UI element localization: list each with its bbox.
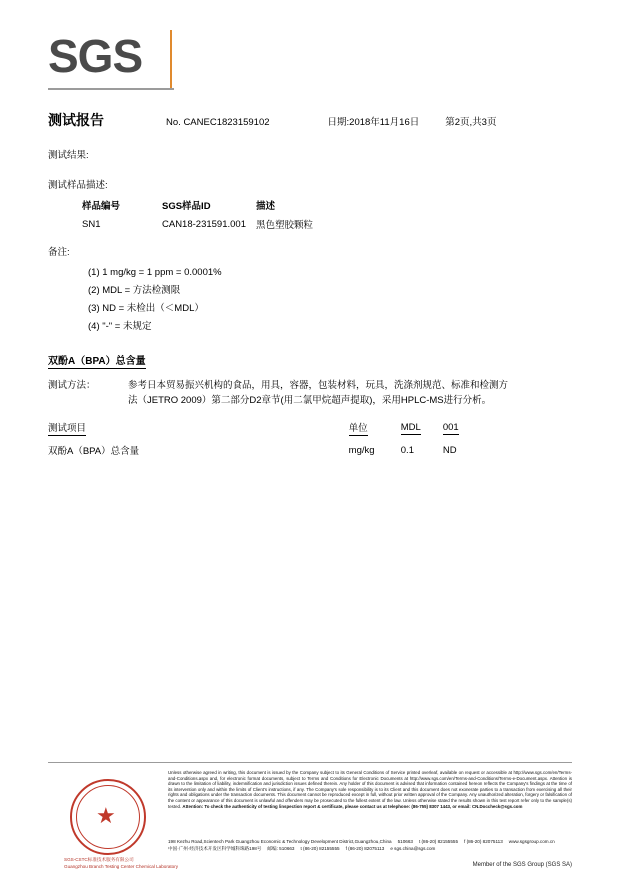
- remark-item: (1) 1 mg/kg = 1 ppm = 0.0001%: [88, 267, 222, 278]
- footer-fax-en: f (86-20) 82075113: [464, 839, 503, 844]
- remarks-label: 备注:: [48, 247, 70, 258]
- page-indicator: 第2页,共3页: [445, 117, 497, 128]
- page-title: 测试报告: [48, 112, 104, 128]
- footer-address-cn: 中国·广州·经济技术开发区科学城科珠路198号: [168, 846, 262, 851]
- footer-divider: [48, 762, 572, 763]
- footer-web-en: www.sgsgroup.com.cn: [508, 839, 555, 844]
- table-header-row: [48, 418, 503, 439]
- col-sample-001: 001: [442, 421, 459, 433]
- section-title-bpa: 双酚A（BPA）总含量: [48, 352, 146, 369]
- report-date: [328, 114, 420, 128]
- footer-tel-en: t (86-20) 82155555: [418, 839, 459, 844]
- col-test-item: 测试项目: [48, 418, 349, 439]
- company-stamp: [62, 775, 179, 869]
- footer-email-cn: e sgs.china@sgs.com: [390, 846, 436, 851]
- cell-description: 黑色塑胶颗粒: [256, 220, 314, 231]
- cell-mdl: 0.1: [400, 444, 414, 456]
- logo-underline: [48, 88, 174, 90]
- table-row: [82, 217, 406, 231]
- cell-sgs-id: CAN18-231591.001: [162, 218, 246, 230]
- footer-postcode-en: 510663: [397, 839, 413, 844]
- report-number-label: No.: [166, 117, 181, 128]
- sample-table: [82, 198, 406, 231]
- results-table: [48, 418, 503, 457]
- report-number-value: CANEC1823159102: [183, 117, 270, 128]
- footer-address-en: 198 Kezhu Road,Scientech Park Guangzhou Economic & Technology Development District,Guangzhou,China: [168, 839, 392, 844]
- cell-result-001: ND: [442, 444, 457, 456]
- footer-address-en-row: [168, 838, 572, 845]
- footer-address-cn-row: [168, 845, 572, 852]
- logo-accent-bar: [170, 30, 172, 88]
- results-label: 测试结果:: [48, 150, 89, 161]
- col-description: 描述: [256, 201, 276, 212]
- report-date-value: 2018年11月16日: [349, 117, 420, 128]
- sample-description-label: 测试样品描述:: [48, 180, 108, 191]
- report-number: [166, 117, 270, 128]
- cell-sample-no: SN1: [82, 218, 101, 230]
- table-row: [48, 439, 503, 457]
- footer-postcode-cn: 邮编: 510663: [267, 846, 295, 851]
- report-title-row: [48, 110, 572, 130]
- stamp-line-cn: SGS-CSTC标准技术服务有限公司: [64, 857, 134, 862]
- report-date-label: 日期:: [327, 117, 350, 128]
- test-method-line: 法（JETRO 2009）第二部分D2章节(用二氯甲烷超声提取)，采用HPLC-MS进行分析。: [128, 395, 492, 406]
- footer-verify-text: Attention: To check the authenticity of testing /inspection report & certificate, please contact us at telephone: (86-755) 8307 1443, or email: CN.Doccheck@sgs.com: [182, 803, 523, 809]
- footer-disclaimer: [168, 770, 572, 809]
- col-mdl: MDL: [400, 421, 421, 433]
- footer-disclaimer-text: Unless otherwise agreed in writing, this document is issued by the Company subject to its General Conditions of Service printed overleaf, available on request or accessible at http://www.sgs.com/en/Terms-and-Conditions.aspx and, for electronic format documents, subject to Terms and Conditions for Electronic Documents at http://www.sgs.com/en/Terms-and-Conditions/Terms-e-Document.aspx. Attention is drawn to the limitation of liability, indemnification and jurisdiction issues defined therein. Any holder of this document is advised that information contained hereon reflects the Company's findings at the time of its intervention only and within the limits of Client's instructions, if any. The Company's sole responsibility is to its Client and this document does not exonerate parties to a transaction from exercising all their rights and obligations under the transaction documents. This document cannot be reproduced except in full, without prior written approval of the Company. Any unauthorized alteration, forgery or falsification of the content or appearance of this document is unlawful and offenders may be prosecuted to the fullest extent of the law. Unless otherwise stated the results shown in this test report refer only to the sample(s) tested.: [168, 770, 572, 809]
- remark-item: (2) MDL = 方法检测限: [88, 285, 181, 296]
- footer-fax-cn: f (86-20) 82075113: [345, 846, 385, 851]
- remark-item: (3) ND = 未检出（＜MDL）: [88, 303, 204, 314]
- cell-unit: mg/kg: [348, 444, 375, 456]
- test-method-label: 测试方法：: [48, 380, 96, 391]
- col-sample-no: 样品编号: [82, 201, 121, 212]
- remark-item: (4) "-" = 未规定: [88, 321, 152, 332]
- star-icon: ★: [96, 803, 116, 828]
- footer-address: [168, 838, 572, 852]
- col-sgs-id: SGS样品ID: [162, 201, 211, 212]
- sgs-logo: [48, 32, 168, 90]
- footer-tel-cn: t (86-20) 82155555: [300, 846, 340, 851]
- table-header-row: [82, 198, 406, 217]
- cell-test-item: 双酚A（BPA）总含量: [48, 446, 140, 457]
- stamp-line-en: Guangzhou Branch Testing Center Chemical Laboratory: [64, 864, 179, 869]
- footer-member-text: Member of the SGS Group (SGS SA): [472, 862, 572, 868]
- test-method-line: 参考日本贸易振兴机构的食品，用具，容器，包装材料，玩具，洗涤剂规范、标准和检测方: [128, 380, 509, 391]
- sgs-logo-text: SGS: [48, 30, 143, 82]
- col-unit: 单位: [349, 418, 401, 439]
